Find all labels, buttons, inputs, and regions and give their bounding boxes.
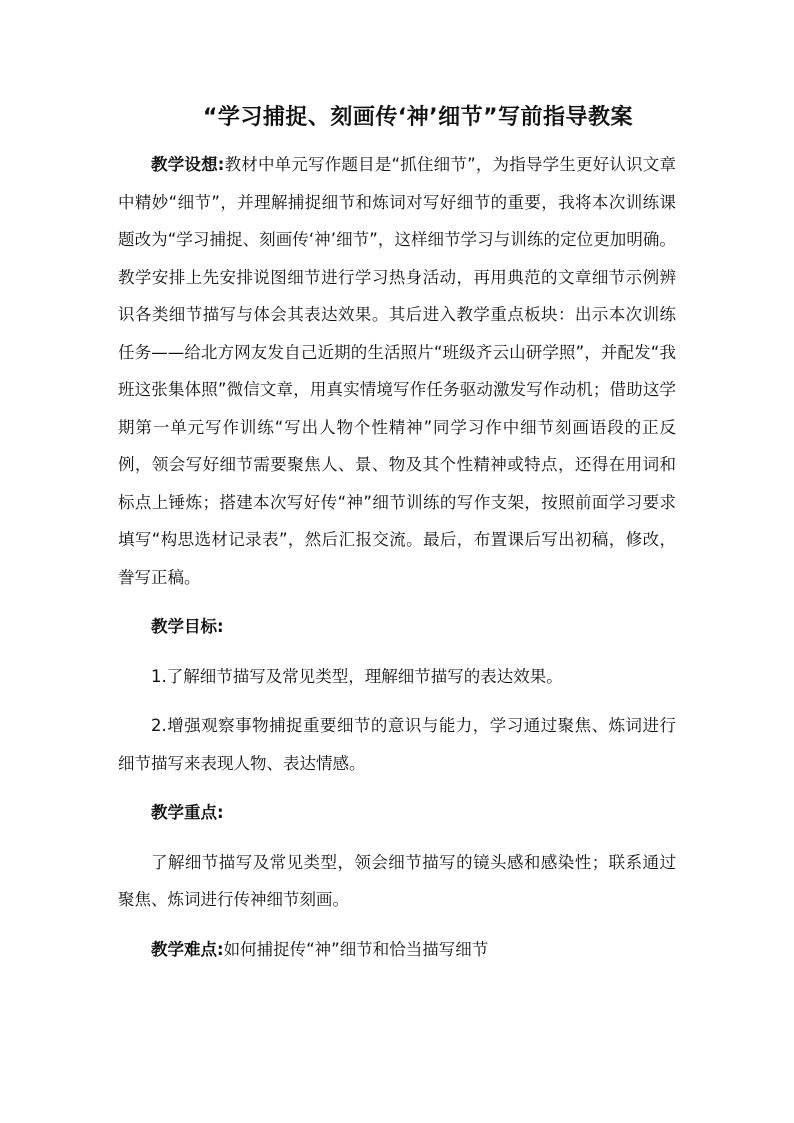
spacer [118, 695, 676, 707]
design-paragraph [118, 146, 676, 596]
document-body [118, 146, 676, 968]
objective-item-2: 2.增强观察事物捕捉重要细节的意识与能力，学习通过聚焦、炼词进行细节描写来表现人物、表达情感。 [118, 716, 676, 773]
document-title: “学习捕捉、刻画传‘神’细节”写前指导教案 [202, 105, 634, 130]
design-label: 教学设想: [151, 155, 225, 174]
difficulty-label: 教学难点: [151, 939, 224, 959]
key-points-text: 了解细节描写及常见类型，领会细节描写的镜头感和感染性；联系通过聚焦、炼词进行传神细节刻画。 [118, 852, 676, 909]
spacer [118, 832, 676, 844]
difficulty-paragraph [118, 931, 676, 969]
difficulty-text: 如何捕捉传“神”细节和恰当描写细节 [223, 939, 489, 959]
spacer [118, 782, 676, 794]
objective-item-1: 1.了解细节描写及常见类型，理解细节描写的表达效果。 [151, 666, 563, 686]
spacer [118, 596, 676, 608]
spacer [118, 919, 676, 931]
design-text: 教材中单元写作题目是“抓住细节”，为指导学生更好认识文章中精妙“细节”，并理解捕捉细节和炼词对写好细节的重要，我将本次训练课题改为“学习捕捉、刻画传‘神’细节”，这样细节学习与训练的定位更加明确。教学安排上先安排说图细节进行学习热身活动，再用典范的文章细节示例辨识各类细节描写与体会其表达效果。其后进入教学重点板块：出示本次训练任务——给北方网友发自己近期的生活照片“班级齐云山研学照”，并配发“我班这张集体照”微信文章，用真实情境写作任务驱动激发写作动机；借助这学期第一单元写作训练“写出人物个性精神”同学习作中细节刻画语段的正反例，领会写好细节需要聚焦人、景、物及其个性精神或特点，还得在用词和标点上锤炼；搭建本次写好传“神”细节训练的写作支架，按照前面学习要求填写“构思选材记录表”，然后汇报交流。最后，布置课后写出初稿，修改，誊写正稿。 [118, 155, 676, 587]
objectives-heading: 教学目标: [151, 617, 224, 636]
key-points-heading: 教学重点: [151, 803, 224, 822]
spacer [118, 646, 676, 658]
